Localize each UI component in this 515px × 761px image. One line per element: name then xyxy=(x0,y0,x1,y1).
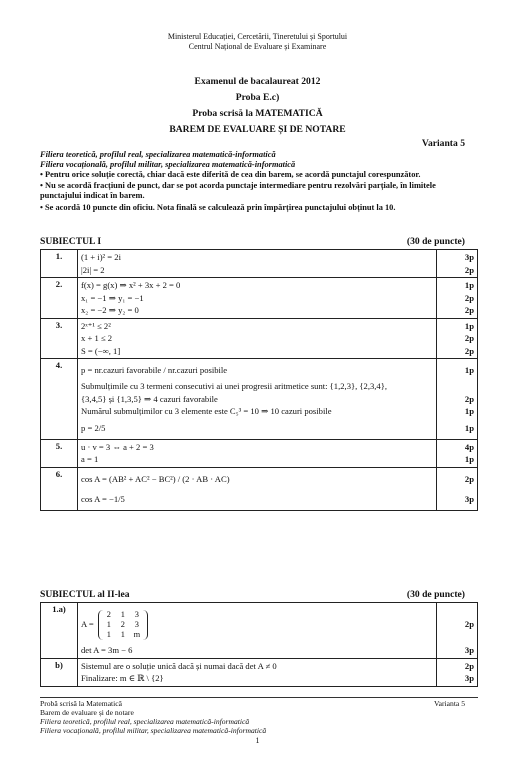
solution-line: Submulțimile cu 3 termeni consecutivi ai unei progresii aritmetice sunt: {1,2,3}, {2,3,4}, xyxy=(81,381,388,391)
item-number: 6. xyxy=(41,467,78,510)
points-value: 1p xyxy=(464,454,474,464)
item-number: b) xyxy=(41,658,78,686)
table-row xyxy=(41,467,478,510)
footer-varianta: Varianta 5 xyxy=(434,699,465,708)
matrix-label: A = xyxy=(81,619,94,629)
item-number: 4. xyxy=(41,359,78,440)
points-value: 4p xyxy=(464,441,474,452)
ministry-header xyxy=(0,32,515,51)
solution-line: cos A = (AB² + AC² − BC²) / (2 · AB · AC) xyxy=(81,473,230,484)
points-value: 2p xyxy=(464,619,474,629)
solution-line: |2i| = 2 xyxy=(81,264,105,275)
solution-line: Sistemul are o soluție unică dacă și numai dacă det A ≠ 0 xyxy=(81,660,277,671)
subiect-1-title: SUBIECTUL I xyxy=(40,236,102,247)
solution-line: Numărul submulțimilor cu 3 elemente este C₅³ = 10 ⇒ 10 cazuri posibile xyxy=(81,406,332,416)
matrix-cell: 1 xyxy=(106,630,111,640)
subiect-1-points: (30 de puncte) xyxy=(406,236,465,247)
points-value: 1p xyxy=(464,280,474,290)
points-value: 1p xyxy=(464,320,474,331)
item-number: 1.a) xyxy=(41,603,78,659)
table-row xyxy=(41,278,478,319)
page-number: 1 xyxy=(255,736,260,745)
written-title: Proba scrisă la MATEMATICĂ xyxy=(192,108,323,119)
subiect-2-table xyxy=(40,602,478,687)
solution-line: a = 1 xyxy=(81,454,99,464)
matrix-a xyxy=(98,610,148,640)
points-value: 2p xyxy=(464,473,474,484)
profile-line-2: Filiera vocațională, profilul militar, specializarea matematică-informatică xyxy=(40,160,296,169)
points-value: 3p xyxy=(464,645,474,655)
table-row xyxy=(41,318,478,359)
rule-1: • Pentru orice soluție corectă, chiar dacă este diferită de cea din barem, se acordă punctajul corespunzător. xyxy=(40,170,421,179)
rule-3: • Se acordă 10 puncte din oficiu. Nota finală se calculează prin împărțirea punctajului obținut la 10. xyxy=(40,203,396,212)
item-number: 3. xyxy=(41,318,78,359)
points-value: 2p xyxy=(464,393,474,404)
matrix-cell: 3 xyxy=(134,610,139,620)
subiect-2-title: SUBIECTUL al II-lea xyxy=(40,589,130,600)
profile-line-1: Filiera teoretică, profilul real, specializarea matematică-informatică xyxy=(40,150,276,159)
matrix-cell: 3 xyxy=(134,620,139,630)
footer-line-4: Filiera vocațională, profilul militar, specializarea matematică-informatică xyxy=(40,726,267,735)
points-value: 2p xyxy=(464,305,474,315)
matrix-cell: 2 xyxy=(106,610,111,620)
matrix-cell: 1 xyxy=(120,630,125,640)
solution-line: f(x) = g(x) ⇒ x² + 3x + 2 = 0 xyxy=(81,280,181,290)
points-value: 2p xyxy=(464,660,474,671)
matrix-line xyxy=(81,604,433,644)
solution-line: x₂ = −2 ⇒ y₂ = 0 xyxy=(81,305,139,315)
points-value: 2p xyxy=(464,333,474,343)
footer-line-2: Barem de evaluare și de notare xyxy=(40,708,134,717)
barem-title: BAREM DE EVALUARE ȘI DE NOTARE xyxy=(169,124,346,135)
points-value: 3p xyxy=(464,493,474,504)
item-number: 5. xyxy=(41,439,78,467)
points-value xyxy=(440,380,474,393)
solution-line: Finalizare: m ∈ ℝ \ {2} xyxy=(81,673,164,683)
exam-title: Examenul de bacalaureat 2012 xyxy=(194,76,321,87)
table-row xyxy=(41,658,478,686)
matrix-cell: 1 xyxy=(106,620,111,630)
footer-line-1: Probă scrisă la Matematică xyxy=(40,699,123,708)
matrix-cell: 1 xyxy=(120,610,125,620)
points-value: 3p xyxy=(464,252,474,262)
table-row xyxy=(41,439,478,467)
matrix-cell: m xyxy=(133,630,141,640)
solution-line: p = nr.cazuri favorabile / nr.cazuri posibile xyxy=(81,365,228,375)
solution-line: x₁ = −1 ⇒ y₁ = −1 xyxy=(81,292,144,303)
rule-2: • Nu se acordă fracțiuni de punct, dar se pot acorda punctaje intermediare pentru rezolvări parțiale, în limitele punctajului indicat în barem. xyxy=(40,181,436,200)
varianta-label: Varianta 5 xyxy=(421,138,465,149)
solution-line: p = 2/5 xyxy=(81,422,106,433)
table-row xyxy=(41,603,478,659)
points-value: 2p xyxy=(464,264,474,275)
solution-line: x + 1 ≤ 2 xyxy=(81,333,113,343)
solution-line: det A = 3m − 6 xyxy=(81,645,133,655)
footer-divider xyxy=(40,697,478,698)
solution-line: 2ˣ⁺¹ ≤ 2² xyxy=(81,320,111,331)
points-value: 1p xyxy=(464,365,474,375)
points-value: 3p xyxy=(464,673,474,683)
points-value: 2p xyxy=(464,292,474,303)
table-row xyxy=(41,250,478,278)
points-value: 1p xyxy=(464,406,474,416)
solution-line: cos A = −1/5 xyxy=(81,493,125,504)
solution-line: u · v = 3 ⇔ a + 2 = 3 xyxy=(81,441,154,452)
proba-title: Proba E.c) xyxy=(235,92,280,103)
solution-line: {3,4,5} și {1,3,5} ⇒ 4 cazuri favorabile xyxy=(81,393,218,404)
subiect-1-table xyxy=(40,249,478,511)
subiect-2-points: (30 de puncte) xyxy=(406,589,465,600)
center-name: Centrul Național de Evaluare și Examinare xyxy=(188,41,327,51)
ministry-name: Ministerul Educației, Cercetării, Tineretului și Sportului xyxy=(167,32,348,41)
solution-line: S = (−∞, 1] xyxy=(81,345,121,356)
footer-line-3: Filiera teoretică, profilul real, specializarea matematică-informatică xyxy=(40,717,250,726)
points-value: 2p xyxy=(464,345,474,356)
item-number: 2. xyxy=(41,278,78,319)
solution-line: (1 + i)² = 2i xyxy=(81,252,121,262)
points-value: 1p xyxy=(464,422,474,433)
table-row xyxy=(41,359,478,440)
matrix-cell: 2 xyxy=(120,620,125,630)
item-number: 1. xyxy=(41,250,78,278)
